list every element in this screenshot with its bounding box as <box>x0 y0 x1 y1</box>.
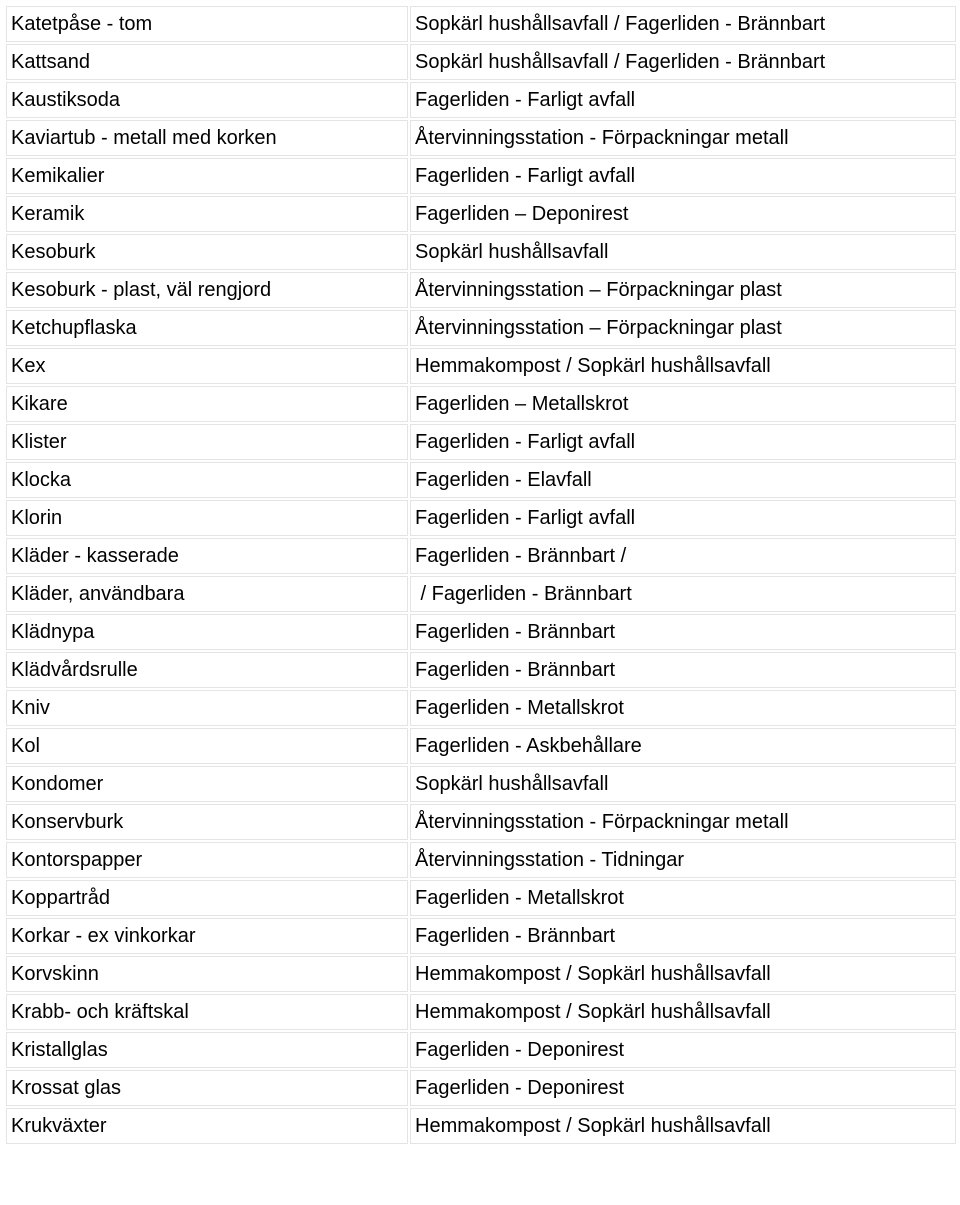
disposal-cell: Fagerliden - Deponirest <box>410 1032 956 1068</box>
disposal-cell: Återvinningsstation – Förpackningar plast <box>410 272 956 308</box>
disposal-cell: Fagerliden – Deponirest <box>410 196 956 232</box>
item-cell: Kaustiksoda <box>6 82 408 118</box>
item-cell: Kniv <box>6 690 408 726</box>
item-cell: Keramik <box>6 196 408 232</box>
disposal-cell: Återvinningsstation - Förpackningar metall <box>410 120 956 156</box>
disposal-cell: / Fagerliden - Brännbart <box>410 576 956 612</box>
disposal-cell: Fagerliden - Farligt avfall <box>410 82 956 118</box>
table-row <box>6 386 956 422</box>
table-row <box>6 44 956 80</box>
disposal-cell: Fagerliden - Brännbart <box>410 614 956 650</box>
table-row <box>6 956 956 992</box>
disposal-cell: Fagerliden - Elavfall <box>410 462 956 498</box>
disposal-cell: Fagerliden – Metallskrot <box>410 386 956 422</box>
item-cell: Konservburk <box>6 804 408 840</box>
table-row <box>6 6 956 42</box>
item-cell: Klädnypa <box>6 614 408 650</box>
table-row <box>6 690 956 726</box>
table-row <box>6 462 956 498</box>
table-row <box>6 196 956 232</box>
disposal-cell: Sopkärl hushållsavfall <box>410 766 956 802</box>
table-row <box>6 652 956 688</box>
disposal-cell: Fagerliden - Brännbart <box>410 652 956 688</box>
disposal-cell: Fagerliden - Farligt avfall <box>410 424 956 460</box>
table-row <box>6 728 956 764</box>
table-row <box>6 918 956 954</box>
disposal-cell: Fagerliden - Farligt avfall <box>410 500 956 536</box>
disposal-cell: Hemmakompost / Sopkärl hushållsavfall <box>410 994 956 1030</box>
item-cell: Kontorspapper <box>6 842 408 878</box>
table-row <box>6 880 956 916</box>
table-row <box>6 538 956 574</box>
item-cell: Kesoburk - plast, väl rengjord <box>6 272 408 308</box>
disposal-cell: Fagerliden - Metallskrot <box>410 880 956 916</box>
table-row <box>6 424 956 460</box>
item-cell: Katetpåse - tom <box>6 6 408 42</box>
item-cell: Kläder - kasserade <box>6 538 408 574</box>
disposal-cell: Återvinningsstation - Tidningar <box>410 842 956 878</box>
disposal-cell: Fagerliden - Deponirest <box>410 1070 956 1106</box>
table-row <box>6 310 956 346</box>
item-cell: Klädvårdsrulle <box>6 652 408 688</box>
item-cell: Kaviartub - metall med korken <box>6 120 408 156</box>
disposal-cell: Sopkärl hushållsavfall <box>410 234 956 270</box>
disposal-cell: Fagerliden - Brännbart <box>410 918 956 954</box>
table-row <box>6 994 956 1030</box>
table-row <box>6 576 956 612</box>
table-row <box>6 804 956 840</box>
item-cell: Kondomer <box>6 766 408 802</box>
disposal-cell: Hemmakompost / Sopkärl hushållsavfall <box>410 956 956 992</box>
disposal-cell: Sopkärl hushållsavfall / Fagerliden - Brännbart <box>410 44 956 80</box>
disposal-cell: Fagerliden - Brännbart / <box>410 538 956 574</box>
item-cell: Koppartråd <box>6 880 408 916</box>
table-row <box>6 500 956 536</box>
table-row <box>6 120 956 156</box>
disposal-cell: Sopkärl hushållsavfall / Fagerliden - Brännbart <box>410 6 956 42</box>
item-cell: Klorin <box>6 500 408 536</box>
item-cell: Ketchupflaska <box>6 310 408 346</box>
item-cell: Krabb- och kräftskal <box>6 994 408 1030</box>
table-row <box>6 614 956 650</box>
item-cell: Krossat glas <box>6 1070 408 1106</box>
item-cell: Korvskinn <box>6 956 408 992</box>
item-cell: Kristallglas <box>6 1032 408 1068</box>
table-row <box>6 348 956 384</box>
table-row <box>6 1070 956 1106</box>
table-row <box>6 234 956 270</box>
item-cell: Kesoburk <box>6 234 408 270</box>
item-cell: Korkar - ex vinkorkar <box>6 918 408 954</box>
item-cell: Klocka <box>6 462 408 498</box>
table-row <box>6 82 956 118</box>
table-row <box>6 842 956 878</box>
disposal-cell: Fagerliden - Askbehållare <box>410 728 956 764</box>
table-row <box>6 1108 956 1144</box>
waste-sorting-table <box>4 4 958 1146</box>
item-cell: Kläder, användbara <box>6 576 408 612</box>
table-row <box>6 272 956 308</box>
disposal-cell: Återvinningsstation - Förpackningar metall <box>410 804 956 840</box>
table-row <box>6 766 956 802</box>
item-cell: Klister <box>6 424 408 460</box>
item-cell: Kol <box>6 728 408 764</box>
disposal-cell: Fagerliden - Farligt avfall <box>410 158 956 194</box>
table-row <box>6 158 956 194</box>
disposal-cell: Hemmakompost / Sopkärl hushållsavfall <box>410 1108 956 1144</box>
table-body <box>6 6 956 1144</box>
disposal-cell: Fagerliden - Metallskrot <box>410 690 956 726</box>
table-row <box>6 1032 956 1068</box>
disposal-cell: Hemmakompost / Sopkärl hushållsavfall <box>410 348 956 384</box>
item-cell: Krukväxter <box>6 1108 408 1144</box>
item-cell: Kattsand <box>6 44 408 80</box>
disposal-cell: Återvinningsstation – Förpackningar plast <box>410 310 956 346</box>
item-cell: Kikare <box>6 386 408 422</box>
item-cell: Kemikalier <box>6 158 408 194</box>
item-cell: Kex <box>6 348 408 384</box>
